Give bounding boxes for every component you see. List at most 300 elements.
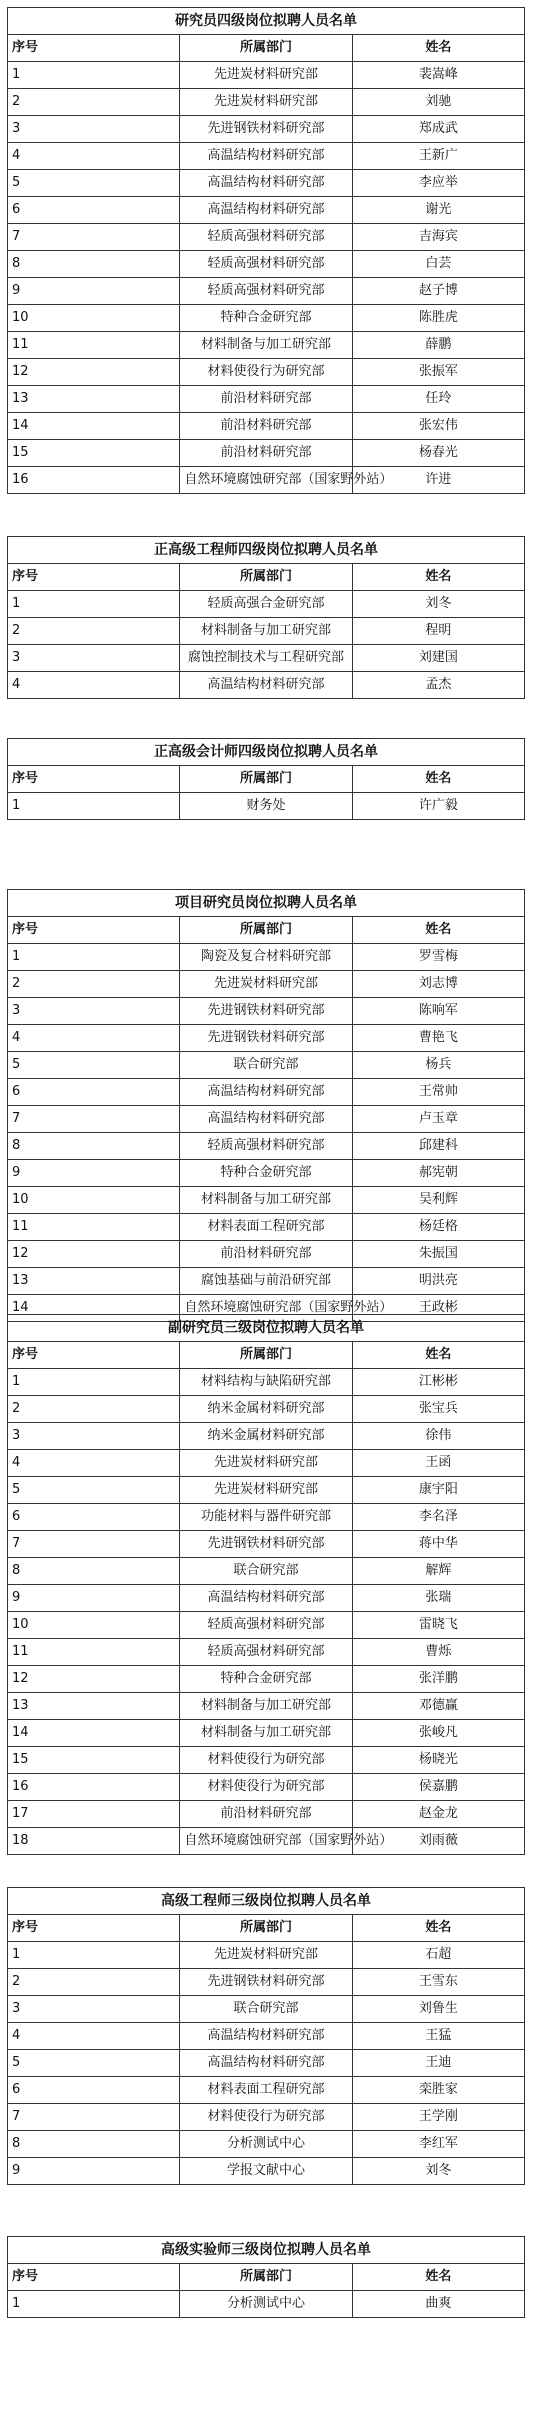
table-row bbox=[8, 332, 525, 359]
table-row bbox=[8, 1585, 525, 1612]
row-dept: 材料制备与加工研究部 bbox=[180, 332, 352, 359]
row-name: 孟杰 bbox=[352, 672, 524, 699]
roster-table bbox=[7, 738, 525, 820]
row-dept: 材料结构与缺陷研究部 bbox=[180, 1369, 352, 1396]
header-seq: 序号 bbox=[8, 564, 180, 591]
row-name: 张洋鹏 bbox=[352, 1666, 524, 1693]
table-row bbox=[8, 467, 525, 494]
row-name: 刘驰 bbox=[352, 89, 524, 116]
row-name: 裴嵩峰 bbox=[352, 62, 524, 89]
row-dept: 特种合金研究部 bbox=[180, 1160, 352, 1187]
row-dept: 先进钢铁材料研究部 bbox=[180, 998, 352, 1025]
row-name: 张宏伟 bbox=[352, 413, 524, 440]
table-row bbox=[8, 386, 525, 413]
row-seq: 6 bbox=[8, 2077, 180, 2104]
row-dept: 高温结构材料研究部 bbox=[180, 2023, 352, 2050]
row-dept: 特种合金研究部 bbox=[180, 1666, 352, 1693]
table-header-row bbox=[8, 2264, 525, 2291]
row-seq: 17 bbox=[8, 1801, 180, 1828]
table-row bbox=[8, 1423, 525, 1450]
row-name: 侯嘉鹏 bbox=[352, 1774, 524, 1801]
row-dept: 联合研究部 bbox=[180, 1996, 352, 2023]
table-row bbox=[8, 1942, 525, 1969]
row-dept: 材料表面工程研究部 bbox=[180, 2077, 352, 2104]
row-seq: 9 bbox=[8, 1160, 180, 1187]
header-seq: 序号 bbox=[8, 2264, 180, 2291]
table-row bbox=[8, 1450, 525, 1477]
row-seq: 1 bbox=[8, 591, 180, 618]
row-name: 邱建科 bbox=[352, 1133, 524, 1160]
table-row bbox=[8, 1801, 525, 1828]
roster-table bbox=[7, 1887, 525, 2185]
row-name: 康宇阳 bbox=[352, 1477, 524, 1504]
row-dept: 高温结构材料研究部 bbox=[180, 170, 352, 197]
row-name: 张瑞 bbox=[352, 1585, 524, 1612]
table-row bbox=[8, 62, 525, 89]
row-seq: 7 bbox=[8, 224, 180, 251]
table-row bbox=[8, 1052, 525, 1079]
row-dept: 先进炭材料研究部 bbox=[180, 1942, 352, 1969]
row-seq: 2 bbox=[8, 1396, 180, 1423]
header-dept: 所属部门 bbox=[180, 564, 352, 591]
row-seq: 7 bbox=[8, 1106, 180, 1133]
row-seq: 3 bbox=[8, 998, 180, 1025]
row-seq: 9 bbox=[8, 1585, 180, 1612]
table-row bbox=[8, 1160, 525, 1187]
row-name: 陈胜虎 bbox=[352, 305, 524, 332]
row-name: 任玲 bbox=[352, 386, 524, 413]
row-dept: 先进钢铁材料研究部 bbox=[180, 116, 352, 143]
row-dept: 材料制备与加工研究部 bbox=[180, 1720, 352, 1747]
row-dept: 先进炭材料研究部 bbox=[180, 62, 352, 89]
row-seq: 5 bbox=[8, 2050, 180, 2077]
row-dept: 高温结构材料研究部 bbox=[180, 197, 352, 224]
row-name: 解辉 bbox=[352, 1558, 524, 1585]
row-seq: 1 bbox=[8, 793, 180, 820]
header-dept: 所属部门 bbox=[180, 35, 352, 62]
table-row bbox=[8, 1747, 525, 1774]
row-dept: 功能材料与器件研究部 bbox=[180, 1504, 352, 1531]
row-name: 刘冬 bbox=[352, 2158, 524, 2185]
row-dept: 前沿材料研究部 bbox=[180, 1241, 352, 1268]
row-seq: 4 bbox=[8, 1025, 180, 1052]
row-dept: 联合研究部 bbox=[180, 1052, 352, 1079]
row-dept: 先进炭材料研究部 bbox=[180, 1450, 352, 1477]
table-title-row bbox=[8, 8, 525, 35]
table-title-row bbox=[8, 1888, 525, 1915]
row-name: 谢光 bbox=[352, 197, 524, 224]
header-name: 姓名 bbox=[352, 564, 524, 591]
row-name: 刘雨薇 bbox=[352, 1828, 524, 1855]
row-dept: 轻质高强材料研究部 bbox=[180, 1612, 352, 1639]
row-seq: 4 bbox=[8, 2023, 180, 2050]
row-name: 邓德赢 bbox=[352, 1693, 524, 1720]
row-seq: 3 bbox=[8, 116, 180, 143]
row-dept: 前沿材料研究部 bbox=[180, 1801, 352, 1828]
table-header-row bbox=[8, 1342, 525, 1369]
row-seq: 2 bbox=[8, 971, 180, 998]
row-seq: 13 bbox=[8, 1693, 180, 1720]
row-dept: 分析测试中心 bbox=[180, 2131, 352, 2158]
row-dept: 材料使役行为研究部 bbox=[180, 2104, 352, 2131]
table-row bbox=[8, 1079, 525, 1106]
row-dept: 腐蚀基础与前沿研究部 bbox=[180, 1268, 352, 1295]
row-dept: 轻质高强材料研究部 bbox=[180, 1133, 352, 1160]
row-seq: 2 bbox=[8, 1969, 180, 1996]
row-seq: 12 bbox=[8, 1666, 180, 1693]
row-seq: 8 bbox=[8, 251, 180, 278]
table-row bbox=[8, 1268, 525, 1295]
row-name: 罗雪梅 bbox=[352, 944, 524, 971]
row-seq: 9 bbox=[8, 2158, 180, 2185]
table-header-row bbox=[8, 766, 525, 793]
header-dept: 所属部门 bbox=[180, 1342, 352, 1369]
row-dept: 自然环境腐蚀研究部（国家野外站） bbox=[180, 1828, 352, 1855]
row-name: 许进 bbox=[352, 467, 524, 494]
table-row bbox=[8, 971, 525, 998]
row-seq: 10 bbox=[8, 1612, 180, 1639]
header-name: 姓名 bbox=[352, 917, 524, 944]
row-name: 杨春光 bbox=[352, 440, 524, 467]
table-row bbox=[8, 1639, 525, 1666]
row-dept: 先进钢铁材料研究部 bbox=[180, 1025, 352, 1052]
row-name: 曹烁 bbox=[352, 1639, 524, 1666]
row-name: 程明 bbox=[352, 618, 524, 645]
roster-table bbox=[7, 1314, 525, 1855]
table-row bbox=[8, 143, 525, 170]
table-row bbox=[8, 998, 525, 1025]
row-dept: 高温结构材料研究部 bbox=[180, 1079, 352, 1106]
row-name: 赵子博 bbox=[352, 278, 524, 305]
row-name: 张峻凡 bbox=[352, 1720, 524, 1747]
row-name: 王迪 bbox=[352, 2050, 524, 2077]
row-seq: 15 bbox=[8, 1747, 180, 1774]
header-seq: 序号 bbox=[8, 1342, 180, 1369]
table-row bbox=[8, 1477, 525, 1504]
header-name: 姓名 bbox=[352, 766, 524, 793]
row-name: 张振军 bbox=[352, 359, 524, 386]
table-row bbox=[8, 440, 525, 467]
header-name: 姓名 bbox=[352, 35, 524, 62]
row-name: 蒋中华 bbox=[352, 1531, 524, 1558]
table-row bbox=[8, 2023, 525, 2050]
row-dept: 前沿材料研究部 bbox=[180, 413, 352, 440]
row-dept: 轻质高强合金研究部 bbox=[180, 591, 352, 618]
roster-table bbox=[7, 889, 525, 1322]
table-row bbox=[8, 2158, 525, 2185]
row-name: 明洪亮 bbox=[352, 1268, 524, 1295]
row-seq: 10 bbox=[8, 1187, 180, 1214]
row-name: 李红军 bbox=[352, 2131, 524, 2158]
table-row bbox=[8, 1969, 525, 1996]
table-title: 项目研究员岗位拟聘人员名单 bbox=[8, 890, 525, 917]
table-row bbox=[8, 1133, 525, 1160]
row-seq: 1 bbox=[8, 62, 180, 89]
row-name: 李应举 bbox=[352, 170, 524, 197]
row-name: 石超 bbox=[352, 1942, 524, 1969]
table-row bbox=[8, 2131, 525, 2158]
table-row bbox=[8, 2050, 525, 2077]
row-seq: 9 bbox=[8, 278, 180, 305]
row-dept: 轻质高强材料研究部 bbox=[180, 278, 352, 305]
row-dept: 材料表面工程研究部 bbox=[180, 1214, 352, 1241]
row-name: 李名泽 bbox=[352, 1504, 524, 1531]
row-dept: 轻质高强材料研究部 bbox=[180, 251, 352, 278]
row-name: 张宝兵 bbox=[352, 1396, 524, 1423]
table-row bbox=[8, 278, 525, 305]
row-dept: 腐蚀控制技术与工程研究部 bbox=[180, 645, 352, 672]
table-title: 副研究员三级岗位拟聘人员名单 bbox=[8, 1315, 525, 1342]
table-title: 正高级会计师四级岗位拟聘人员名单 bbox=[8, 739, 525, 766]
row-seq: 14 bbox=[8, 413, 180, 440]
table-header-row bbox=[8, 564, 525, 591]
row-name: 王学刚 bbox=[352, 2104, 524, 2131]
row-name: 杨晓光 bbox=[352, 1747, 524, 1774]
table-title-row bbox=[8, 537, 525, 564]
row-dept: 材料制备与加工研究部 bbox=[180, 618, 352, 645]
row-name: 雷晓飞 bbox=[352, 1612, 524, 1639]
row-name: 朱振国 bbox=[352, 1241, 524, 1268]
row-seq: 13 bbox=[8, 386, 180, 413]
table-row bbox=[8, 2291, 525, 2318]
row-seq: 1 bbox=[8, 944, 180, 971]
table-row bbox=[8, 618, 525, 645]
row-dept: 自然环境腐蚀研究部（国家野外站） bbox=[180, 1295, 352, 1322]
row-seq: 7 bbox=[8, 1531, 180, 1558]
row-dept: 材料使役行为研究部 bbox=[180, 359, 352, 386]
table-row bbox=[8, 1241, 525, 1268]
row-dept: 学报文献中心 bbox=[180, 2158, 352, 2185]
header-dept: 所属部门 bbox=[180, 917, 352, 944]
row-seq: 11 bbox=[8, 1639, 180, 1666]
row-seq: 18 bbox=[8, 1828, 180, 1855]
table-title: 高级实验师三级岗位拟聘人员名单 bbox=[8, 2237, 525, 2264]
row-name: 王政彬 bbox=[352, 1295, 524, 1322]
row-seq: 2 bbox=[8, 618, 180, 645]
table-row bbox=[8, 1666, 525, 1693]
header-name: 姓名 bbox=[352, 1342, 524, 1369]
row-seq: 4 bbox=[8, 672, 180, 699]
row-dept: 高温结构材料研究部 bbox=[180, 1585, 352, 1612]
row-seq: 6 bbox=[8, 1079, 180, 1106]
table-title-row bbox=[8, 890, 525, 917]
header-name: 姓名 bbox=[352, 2264, 524, 2291]
row-name: 白芸 bbox=[352, 251, 524, 278]
table-row bbox=[8, 591, 525, 618]
row-dept: 高温结构材料研究部 bbox=[180, 2050, 352, 2077]
row-name: 王猛 bbox=[352, 2023, 524, 2050]
row-seq: 3 bbox=[8, 1996, 180, 2023]
header-seq: 序号 bbox=[8, 917, 180, 944]
row-seq: 13 bbox=[8, 1268, 180, 1295]
row-seq: 8 bbox=[8, 2131, 180, 2158]
row-dept: 前沿材料研究部 bbox=[180, 386, 352, 413]
table-row bbox=[8, 1996, 525, 2023]
row-seq: 11 bbox=[8, 332, 180, 359]
row-name: 卢玉章 bbox=[352, 1106, 524, 1133]
row-dept: 材料制备与加工研究部 bbox=[180, 1187, 352, 1214]
row-dept: 高温结构材料研究部 bbox=[180, 1106, 352, 1133]
row-seq: 8 bbox=[8, 1133, 180, 1160]
header-seq: 序号 bbox=[8, 35, 180, 62]
row-dept: 财务处 bbox=[180, 793, 352, 820]
table-row bbox=[8, 645, 525, 672]
row-name: 刘志博 bbox=[352, 971, 524, 998]
row-dept: 轻质高强材料研究部 bbox=[180, 1639, 352, 1666]
table-row bbox=[8, 1558, 525, 1585]
row-dept: 前沿材料研究部 bbox=[180, 440, 352, 467]
row-name: 曲爽 bbox=[352, 2291, 524, 2318]
row-seq: 14 bbox=[8, 1720, 180, 1747]
row-name: 刘建国 bbox=[352, 645, 524, 672]
row-name: 许广毅 bbox=[352, 793, 524, 820]
row-seq: 12 bbox=[8, 359, 180, 386]
row-dept: 特种合金研究部 bbox=[180, 305, 352, 332]
table-row bbox=[8, 1693, 525, 1720]
row-dept: 自然环境腐蚀研究部（国家野外站） bbox=[180, 467, 352, 494]
table-row bbox=[8, 1187, 525, 1214]
row-dept: 材料使役行为研究部 bbox=[180, 1774, 352, 1801]
roster-table bbox=[7, 7, 525, 494]
row-seq: 14 bbox=[8, 1295, 180, 1322]
row-dept: 材料使役行为研究部 bbox=[180, 1747, 352, 1774]
row-name: 郑成武 bbox=[352, 116, 524, 143]
header-dept: 所属部门 bbox=[180, 2264, 352, 2291]
table-row bbox=[8, 305, 525, 332]
table-row bbox=[8, 89, 525, 116]
row-dept: 先进钢铁材料研究部 bbox=[180, 1531, 352, 1558]
table-title: 研究员四级岗位拟聘人员名单 bbox=[8, 8, 525, 35]
row-name: 王雪东 bbox=[352, 1969, 524, 1996]
row-seq: 4 bbox=[8, 143, 180, 170]
table-row bbox=[8, 116, 525, 143]
header-seq: 序号 bbox=[8, 766, 180, 793]
row-name: 陈响军 bbox=[352, 998, 524, 1025]
table-title-row bbox=[8, 2237, 525, 2264]
row-seq: 1 bbox=[8, 1369, 180, 1396]
row-dept: 先进钢铁材料研究部 bbox=[180, 1969, 352, 1996]
table-row bbox=[8, 251, 525, 278]
row-seq: 8 bbox=[8, 1558, 180, 1585]
row-name: 吉海宾 bbox=[352, 224, 524, 251]
row-dept: 分析测试中心 bbox=[180, 2291, 352, 2318]
row-dept: 纳米金属材料研究部 bbox=[180, 1423, 352, 1450]
table-row bbox=[8, 1025, 525, 1052]
row-name: 栾胜家 bbox=[352, 2077, 524, 2104]
table-row bbox=[8, 672, 525, 699]
row-seq: 5 bbox=[8, 1052, 180, 1079]
row-seq: 3 bbox=[8, 645, 180, 672]
table-title: 正高级工程师四级岗位拟聘人员名单 bbox=[8, 537, 525, 564]
row-dept: 轻质高强材料研究部 bbox=[180, 224, 352, 251]
table-row bbox=[8, 413, 525, 440]
table-row bbox=[8, 1504, 525, 1531]
table-row bbox=[8, 1612, 525, 1639]
table-header-row bbox=[8, 1915, 525, 1942]
row-name: 刘冬 bbox=[352, 591, 524, 618]
table-header-row bbox=[8, 917, 525, 944]
row-name: 王新广 bbox=[352, 143, 524, 170]
row-seq: 5 bbox=[8, 170, 180, 197]
table-row bbox=[8, 197, 525, 224]
row-seq: 4 bbox=[8, 1450, 180, 1477]
row-seq: 1 bbox=[8, 1942, 180, 1969]
row-name: 王常帅 bbox=[352, 1079, 524, 1106]
table-row bbox=[8, 170, 525, 197]
header-seq: 序号 bbox=[8, 1915, 180, 1942]
row-seq: 6 bbox=[8, 1504, 180, 1531]
table-row bbox=[8, 2104, 525, 2131]
row-seq: 16 bbox=[8, 467, 180, 494]
table-row bbox=[8, 2077, 525, 2104]
roster-table bbox=[7, 2236, 525, 2318]
row-name: 薛鹏 bbox=[352, 332, 524, 359]
row-seq: 11 bbox=[8, 1214, 180, 1241]
table-row bbox=[8, 1396, 525, 1423]
row-seq: 7 bbox=[8, 2104, 180, 2131]
row-dept: 联合研究部 bbox=[180, 1558, 352, 1585]
table-row bbox=[8, 1828, 525, 1855]
table-row bbox=[8, 1106, 525, 1133]
table-row bbox=[8, 1214, 525, 1241]
row-dept: 先进炭材料研究部 bbox=[180, 89, 352, 116]
table-header-row bbox=[8, 35, 525, 62]
table-row bbox=[8, 1369, 525, 1396]
row-name: 王函 bbox=[352, 1450, 524, 1477]
row-dept: 纳米金属材料研究部 bbox=[180, 1396, 352, 1423]
header-dept: 所属部门 bbox=[180, 766, 352, 793]
row-seq: 12 bbox=[8, 1241, 180, 1268]
row-dept: 陶瓷及复合材料研究部 bbox=[180, 944, 352, 971]
table-row bbox=[8, 1774, 525, 1801]
row-seq: 6 bbox=[8, 197, 180, 224]
table-title: 高级工程师三级岗位拟聘人员名单 bbox=[8, 1888, 525, 1915]
row-name: 徐伟 bbox=[352, 1423, 524, 1450]
row-name: 吴利辉 bbox=[352, 1187, 524, 1214]
row-name: 赵金龙 bbox=[352, 1801, 524, 1828]
row-seq: 15 bbox=[8, 440, 180, 467]
table-row bbox=[8, 224, 525, 251]
table-row bbox=[8, 793, 525, 820]
table-row bbox=[8, 1531, 525, 1558]
header-dept: 所属部门 bbox=[180, 1915, 352, 1942]
row-name: 刘鲁生 bbox=[352, 1996, 524, 2023]
table-row bbox=[8, 1720, 525, 1747]
row-name: 曹艳飞 bbox=[352, 1025, 524, 1052]
row-name: 江彬彬 bbox=[352, 1369, 524, 1396]
header-name: 姓名 bbox=[352, 1915, 524, 1942]
row-seq: 5 bbox=[8, 1477, 180, 1504]
row-dept: 材料制备与加工研究部 bbox=[180, 1693, 352, 1720]
row-seq: 3 bbox=[8, 1423, 180, 1450]
row-seq: 1 bbox=[8, 2291, 180, 2318]
row-dept: 先进炭材料研究部 bbox=[180, 971, 352, 998]
row-seq: 2 bbox=[8, 89, 180, 116]
row-dept: 高温结构材料研究部 bbox=[180, 672, 352, 699]
row-dept: 先进炭材料研究部 bbox=[180, 1477, 352, 1504]
row-name: 杨廷格 bbox=[352, 1214, 524, 1241]
row-name: 杨兵 bbox=[352, 1052, 524, 1079]
row-dept: 高温结构材料研究部 bbox=[180, 143, 352, 170]
table-row bbox=[8, 359, 525, 386]
table-row bbox=[8, 944, 525, 971]
row-seq: 16 bbox=[8, 1774, 180, 1801]
table-title-row bbox=[8, 739, 525, 766]
table-title-row bbox=[8, 1315, 525, 1342]
roster-table bbox=[7, 536, 525, 699]
row-seq: 10 bbox=[8, 305, 180, 332]
row-name: 郝宪朝 bbox=[352, 1160, 524, 1187]
